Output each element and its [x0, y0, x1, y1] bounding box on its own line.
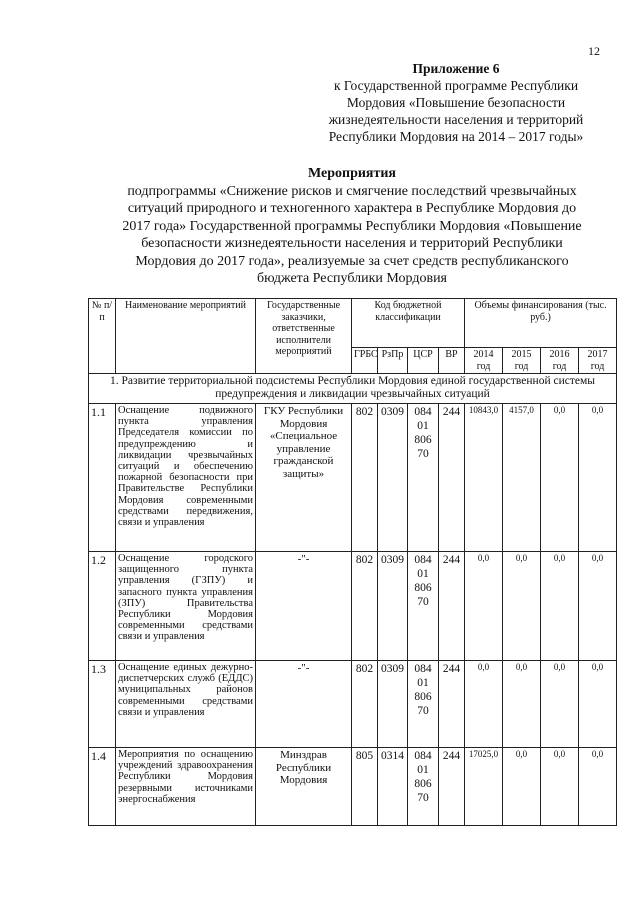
page-number: 12 — [588, 44, 600, 58]
table-row — [89, 748, 617, 826]
row-customer: ГКУ Республики Мордовия «Специальное управление гражданской защиты» — [256, 404, 352, 552]
row-2015: 0,0 — [503, 748, 541, 826]
row-num: 1.2 — [89, 552, 116, 661]
row-2016: 0,0 — [541, 552, 579, 661]
row-name: Оснащение единых дежурно-диспетчерских служб (ЕДДС) муниципальных районов современными средствами связи и управления — [116, 661, 256, 748]
header-year-2015: 2015 год — [503, 348, 541, 374]
row-vr: 244 — [439, 661, 465, 748]
row-num: 1.1 — [89, 404, 116, 552]
row-vr: 244 — [439, 404, 465, 552]
heading-line: ситуаций природного и техногенного характера в Республике Мордовия до — [127, 201, 577, 216]
row-grbs: 805 — [352, 748, 378, 826]
table-row — [89, 404, 617, 552]
header-csr: ЦСР — [408, 348, 439, 374]
row-2017: 0,0 — [579, 748, 617, 826]
row-num: 1.3 — [89, 661, 116, 748]
row-customer: -"- — [256, 552, 352, 661]
row-2014: 17025,0 — [465, 748, 503, 826]
row-2014: 0,0 — [465, 552, 503, 661]
heading-line: 2017 года» Государственной программы Республики Мордовия «Повышение — [122, 218, 582, 234]
header-num: № п/п — [89, 299, 116, 374]
row-rzpr: 0309 — [378, 661, 408, 748]
header-customers: Государственные заказчики, ответственные исполнители мероприятий — [256, 299, 352, 374]
row-2017: 0,0 — [579, 661, 617, 748]
row-rzpr: 0314 — [378, 748, 408, 826]
row-vr: 244 — [439, 748, 465, 826]
header-budget-code: Код бюджетной классификации — [352, 299, 465, 348]
row-2016: 0,0 — [541, 404, 579, 552]
row-2014: 10843,0 — [465, 404, 503, 552]
heading-line: подпрограммы «Снижение рисков и смягчение последствий чрезвычайных — [127, 183, 577, 199]
row-csr: 084 01 806 70 — [408, 661, 439, 748]
row-vr: 244 — [439, 552, 465, 661]
row-2016: 0,0 — [541, 661, 579, 748]
header-name: Наименование мероприятий — [116, 299, 256, 374]
header-funding: Объемы финансирования (тыс. руб.) — [465, 299, 617, 348]
appendix-line: жизнедеятельности населения и территорий — [328, 112, 584, 127]
appendix-line: Республики Мордовия на 2014 – 2017 годы» — [328, 129, 584, 144]
appendix-line: Мордовия «Повышение безопасности — [346, 95, 566, 110]
appendix-line: к Государственной программе Республики — [333, 78, 579, 93]
row-2014: 0,0 — [465, 661, 503, 748]
header-year-2016: 2016 год — [541, 348, 579, 374]
section-title: 1. Развитие территориальной подсистемы Республики Мордовия единой государственной системы предупреждения и ликвидации чрезвычайных ситуаций — [89, 374, 617, 404]
row-rzpr: 0309 — [378, 552, 408, 661]
row-csr: 084 01 806 70 — [408, 748, 439, 826]
header-vr: ВР — [439, 348, 465, 374]
appendix-block — [300, 60, 612, 145]
row-customer: -"- — [256, 661, 352, 748]
header-year-2017: 2017 год — [579, 348, 617, 374]
header-rzpr: РзПр — [378, 348, 408, 374]
row-rzpr: 0309 — [378, 404, 408, 552]
document-heading — [76, 165, 628, 288]
header-year-2014: 2014 год — [465, 348, 503, 374]
row-2016: 0,0 — [541, 748, 579, 826]
row-csr: 084 01 806 70 — [408, 552, 439, 661]
header-grbs: ГРБС — [352, 348, 378, 374]
heading-title: Мероприятия — [307, 166, 397, 181]
heading-line: бюджета Республики Мордовия — [256, 271, 447, 286]
row-csr: 084 01 806 70 — [408, 404, 439, 552]
table-row — [89, 661, 617, 748]
row-2017: 0,0 — [579, 404, 617, 552]
row-name: Мероприятия по оснащению учреждений здравоохранения Республики Мордовия резервными источниками энергоснабжения — [116, 748, 256, 826]
row-2017: 0,0 — [579, 552, 617, 661]
table-row — [89, 552, 617, 661]
row-name: Оснащение городского защищенного пункта управления (ГЗПУ) и запасного пункта управления (ЗПУ) Правительства Республики Мордовия современными средствами связи и управления — [116, 552, 256, 661]
row-2015: 4157,0 — [503, 404, 541, 552]
heading-line: безопасности жизнедеятельности населения и территорий Республики — [141, 236, 563, 251]
row-name: Оснащение подвижного пункта управления Председателя комиссии по предупреждению и ликвидации чрезвычайных ситуаций и обеспечению пожарной безопасности при Правительстве Республики Мордовия современными средствами передвижения, связи и управления — [116, 404, 256, 552]
measures-table — [88, 298, 617, 826]
heading-line: Мордовия до 2017 года», реализуемые за счет средств республиканского — [135, 253, 569, 269]
row-customer: Минздрав Республики Мордовия — [256, 748, 352, 826]
row-2015: 0,0 — [503, 661, 541, 748]
row-grbs: 802 — [352, 661, 378, 748]
row-grbs: 802 — [352, 552, 378, 661]
appendix-title: Приложение 6 — [412, 61, 500, 76]
row-grbs: 802 — [352, 404, 378, 552]
row-num: 1.4 — [89, 748, 116, 826]
row-2015: 0,0 — [503, 552, 541, 661]
